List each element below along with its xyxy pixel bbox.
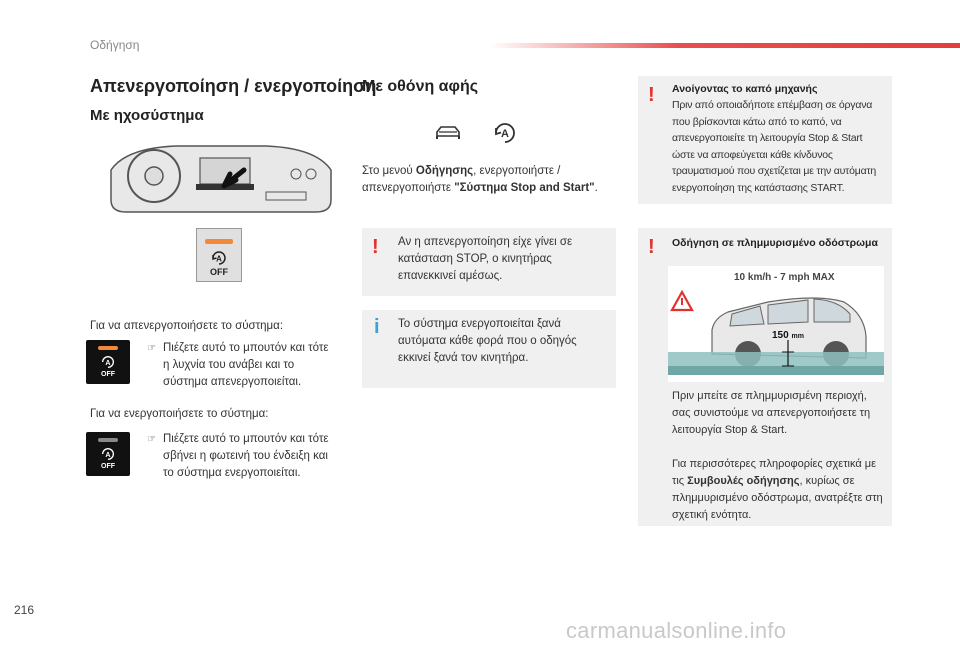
hood-title: Ανοίγοντας το καπό μηχανής bbox=[672, 83, 818, 95]
flood-title: Οδήγηση σε πλημμυρισμένο οδόστρωμα bbox=[672, 237, 878, 249]
warning-icon: ! bbox=[648, 84, 655, 106]
dashboard-illustration bbox=[106, 140, 336, 218]
info-text: Το σύστημα ενεργοποιείται ξανά αυτόματα κάθε φορά που ο οδηγός εκκινεί ξανά τον κινητήρα. bbox=[398, 318, 577, 364]
deactivate-intro: Για να απενεργοποιήσετε το σύστημα: bbox=[90, 320, 284, 332]
svg-text:A: A bbox=[105, 359, 111, 368]
indicator-off bbox=[98, 438, 118, 442]
speed-limit-label: 10 km/h - 7 mph MAX bbox=[734, 272, 835, 283]
hood-warning-box bbox=[638, 76, 892, 204]
auto-stop-icon bbox=[100, 354, 116, 370]
touchscreen-title: Με οθόνη αφής bbox=[362, 78, 479, 95]
page-title: Απενεργοποίηση / ενεργοποίηση bbox=[90, 76, 377, 96]
info-icon: i bbox=[374, 316, 380, 338]
depth-value: 150 bbox=[772, 330, 789, 341]
page-number: 216 bbox=[14, 603, 35, 617]
menu-option: "Σύστημα Stop and Start" bbox=[454, 182, 595, 194]
activate-step bbox=[147, 431, 337, 482]
menu-name: Οδήγησης bbox=[415, 165, 474, 177]
info-box bbox=[362, 310, 616, 388]
auto-stop-icon bbox=[492, 120, 518, 146]
section-label: Οδήγηση bbox=[90, 38, 140, 52]
menu-text-end: . bbox=[594, 182, 598, 194]
watermark: carmanualsonline.info bbox=[566, 618, 787, 643]
subtitle-audio: Με ηχοσύστημα bbox=[90, 107, 204, 124]
flood-text-2 bbox=[672, 456, 886, 524]
auto-stop-icon bbox=[100, 446, 116, 462]
warning-icon: ! bbox=[648, 236, 655, 258]
menu-text-pre: Στο μενού bbox=[362, 165, 416, 177]
button-off-label: OFF bbox=[101, 463, 115, 470]
svg-text:A: A bbox=[105, 451, 111, 460]
flood-text-2-post: , κυρίως σε πλημμυρισμένο οδόστρωμα, ανατρέξτε στη σχετική ενότητα. bbox=[672, 475, 883, 521]
button-off-label: OFF bbox=[101, 371, 115, 378]
flooded-road-illustration bbox=[668, 266, 884, 382]
button-indicator-light bbox=[205, 239, 233, 244]
activate-intro: Για να ενεργοποιήσετε το σύστημα: bbox=[90, 408, 269, 420]
activate-step-text: Πιέζετε αυτό το μπουτόν και τότε σβήνει η φωτεινή του ένδειξη και το σύστημα ενεργοποιείται. bbox=[163, 433, 329, 479]
car-icon bbox=[434, 122, 462, 144]
button-off-label: OFF bbox=[210, 267, 228, 277]
auto-stop-icon bbox=[210, 249, 228, 267]
warning-icon: ! bbox=[372, 236, 379, 258]
depth-unit: mm bbox=[791, 333, 804, 340]
warning-box bbox=[362, 228, 616, 296]
indicator-on bbox=[98, 346, 118, 350]
header-accent-bar bbox=[490, 43, 960, 48]
flood-text-2-pre: Για περισσότερες πληροφορίες σχετικά με τις bbox=[672, 458, 877, 487]
depth-label bbox=[772, 330, 804, 341]
stop-start-button-large[interactable] bbox=[196, 228, 242, 282]
warning-text: Αν η απενεργοποίηση είχε γίνει σε κατάσταση STOP, ο κινητήρας επανεκκινεί αμέσως. bbox=[398, 236, 573, 282]
menu-text-mid: , ενεργοποιήστε / απενεργοποιήστε bbox=[362, 165, 561, 194]
stop-start-button-deactivate[interactable] bbox=[86, 340, 130, 384]
hood-text: Πριν από οποιαδήποτε επέμβαση σε όργανα που βρίσκονται κάτω από το καπό, να απενεργοποιείτε τη λειτουργία Stop & Start ώστε να αποφεύγεται κάθε κίνδυνος τραυματισμού που σχετίζεται με την αυτόματη ενεργοποίηση της κατάστασης START. bbox=[672, 99, 877, 194]
deactivate-step-text: Πιέζετε αυτό το μπουτόν και τότε η λυχνία του ανάβει και το σύστημα απενεργοποιείται. bbox=[163, 342, 329, 388]
stop-start-button-activate[interactable] bbox=[86, 432, 130, 476]
driving-advice-ref: Συμβουλές οδήγησης bbox=[687, 475, 800, 487]
pointer-icon: ☞ bbox=[147, 343, 156, 354]
pointer-icon: ☞ bbox=[147, 434, 156, 445]
touchscreen-instruction bbox=[362, 163, 620, 197]
svg-text:A: A bbox=[216, 254, 222, 264]
deactivate-step bbox=[147, 340, 337, 391]
flood-warning-box bbox=[638, 228, 892, 526]
svg-text:A: A bbox=[501, 128, 509, 140]
flood-text-1: Πριν μπείτε σε πλημμυρισμένη περιοχή, σας συνιστούμε να απενεργοποιήσετε τη λειτουργία Stop & Start. bbox=[672, 390, 871, 436]
